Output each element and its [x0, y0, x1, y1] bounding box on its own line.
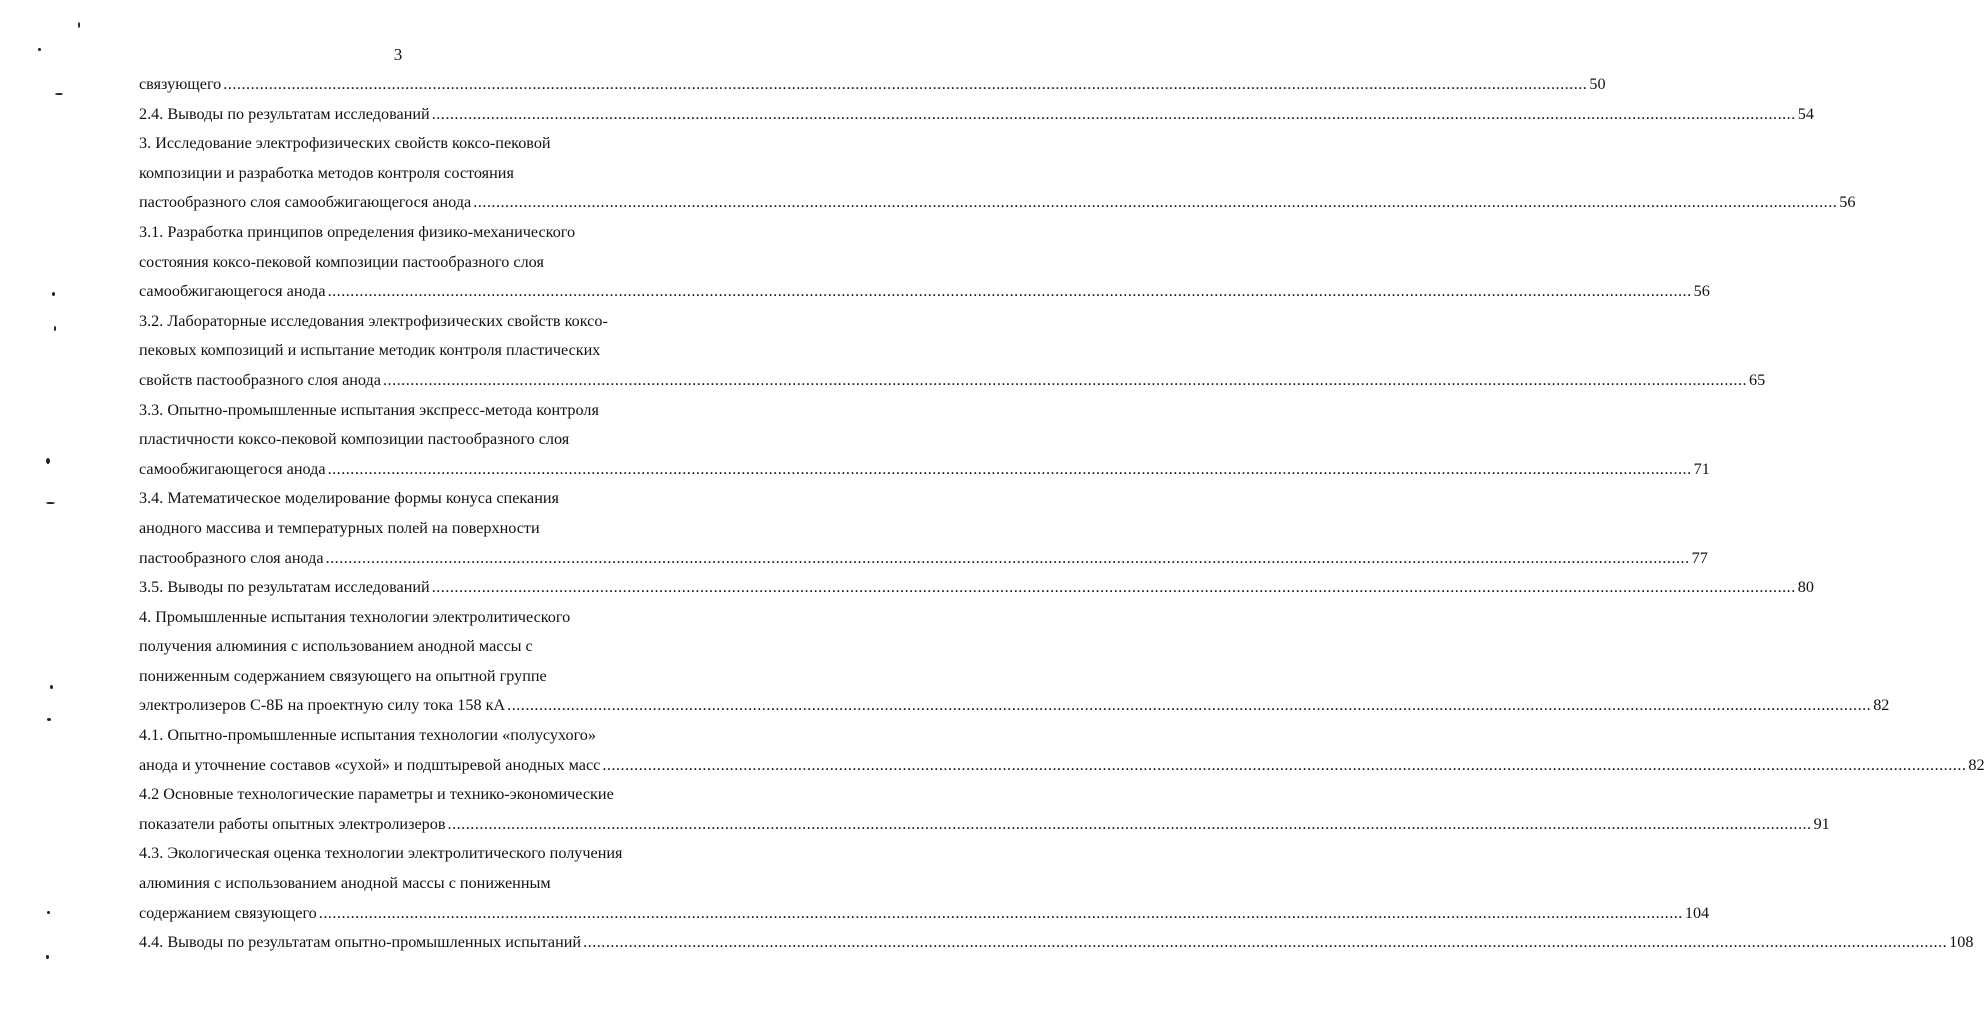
toc-entry-line	[139, 839, 711, 869]
dot-leader: ............................................................................................................................................................................................................................................................................................................	[507, 696, 1872, 715]
toc-entry-line	[139, 218, 711, 248]
toc-page-number: 80	[1797, 578, 1814, 597]
toc-entry-text: свойств пастообразного слоя анода	[139, 370, 381, 389]
toc-entry-last-line	[139, 70, 1606, 100]
toc-entry-last-line	[139, 751, 1985, 781]
toc-entry-text: 3.2. Лабораторные исследования электрофизических свойств коксо-	[139, 311, 608, 330]
toc-page-number: 56	[1693, 282, 1710, 301]
toc-entry-text: показатели работы опытных электролизеров	[139, 814, 446, 833]
toc-entry-text: 4.2 Основные технологические параметры и технико-экономические	[139, 785, 614, 804]
toc-page-number: 54	[1797, 104, 1814, 123]
toc-entry-line	[139, 484, 711, 514]
toc-entry-text: 3.4. Математическое моделирование формы конуса спекания	[139, 489, 559, 508]
scan-speck	[50, 685, 53, 689]
dot-leader: ............................................................................................................................................................................................................................................................................................................	[223, 75, 1588, 93]
toc-entry-text: анодного массива и температурных полей на поверхности	[139, 518, 540, 537]
dot-leader: ............................................................................................................................................................................................................................................................................................................	[431, 578, 1796, 597]
toc-entry	[139, 129, 1856, 218]
dot-leader: ............................................................................................................................................................................................................................................................................................................	[602, 755, 1967, 774]
toc-entry-text: анода и уточнение составов «сухой» и подштыревой анодных масс	[139, 755, 601, 774]
toc-entry	[139, 573, 1814, 603]
dot-leader: ............................................................................................................................................................................................................................................................................................................	[325, 548, 1690, 567]
scan-speck	[38, 48, 41, 51]
dot-leader: ............................................................................................................................................................................................................................................................................................................	[447, 814, 1812, 833]
toc-entry-last-line	[139, 544, 1708, 574]
toc-entry-last-line	[139, 188, 1856, 218]
toc-entry-text: 3.5. Выводы по результатам исследований	[139, 578, 430, 597]
toc-entry	[139, 928, 1974, 958]
toc-entry-text: самообжигающегося анода	[139, 459, 326, 478]
toc-entry-line	[139, 780, 711, 810]
toc-entry-last-line	[139, 899, 1710, 929]
toc-entry-line	[139, 159, 711, 189]
toc-entry	[139, 484, 1708, 573]
dot-leader: ............................................................................................................................................................................................................................................................................................................	[327, 459, 1692, 478]
toc-page-number: 56	[1839, 193, 1856, 212]
toc-entry-line	[139, 632, 711, 662]
toc-page-number: 91	[1813, 814, 1830, 833]
toc-entry-text: 3. Исследование электрофизических свойств коксо-пековой	[139, 134, 551, 153]
toc-entry-line	[139, 248, 711, 278]
toc-entry	[139, 780, 1830, 839]
toc-page-number: 108	[1949, 933, 1974, 952]
scan-speck	[46, 955, 49, 959]
toc-entry-text: электролизеров С-8Б на проектную силу тока 158 кА	[139, 696, 506, 715]
toc-entry-text: самообжигающегося анода	[139, 282, 326, 301]
toc-entry	[139, 70, 1606, 100]
toc-entry-text: 3.3. Опытно-промышленные испытания экспресс-метода контроля	[139, 400, 599, 419]
scan-speck	[78, 22, 80, 28]
toc-entry-text: 4.3. Экологическая оценка технологии электролитического получения	[139, 844, 623, 863]
toc-entry-last-line	[139, 691, 1890, 721]
dot-leader: ............................................................................................................................................................................................................................................................................................................	[327, 282, 1692, 301]
table-of-contents	[139, 70, 1985, 958]
toc-page-number: 104	[1684, 903, 1710, 922]
toc-entry	[139, 396, 1710, 485]
toc-entry-last-line	[139, 573, 1814, 603]
scan-speck	[47, 718, 51, 721]
toc-entry-text: композиции и разработка методов контроля состояния	[139, 163, 514, 182]
toc-entry-line	[139, 662, 711, 692]
toc-entry-line	[139, 336, 711, 366]
dot-leader: ............................................................................................................................................................................................................................................................................................................	[583, 933, 1948, 952]
toc-page-number: 71	[1693, 459, 1710, 478]
toc-entry-text: пониженным содержанием связующего на опытной группе	[139, 666, 547, 685]
toc-entry-text: 4. Промышленные испытания технологии электролитического	[139, 607, 571, 626]
toc-entry-text: 3.1. Разработка принципов определения физико-механического	[139, 222, 576, 241]
toc-entry-text: 4.1. Опытно-промышленные испытания технологии «полусухого»	[139, 726, 596, 745]
toc-entry-line	[139, 396, 711, 426]
dot-leader: ............................................................................................................................................................................................................................................................................................................	[431, 104, 1796, 123]
toc-entry-line	[139, 721, 711, 751]
toc-entry-last-line	[139, 455, 1710, 485]
toc-entry-text: получения алюминия с использованием анодной массы с	[139, 637, 533, 656]
toc-entry-text: состояния коксо-пековой композиции пастообразного слоя	[139, 252, 544, 271]
toc-entry	[139, 218, 1710, 307]
toc-entry-line	[139, 869, 711, 899]
toc-entry-text: связующего	[139, 75, 222, 93]
dot-leader: ............................................................................................................................................................................................................................................................................................................	[382, 370, 1748, 389]
toc-page-number: 82	[1968, 755, 1985, 774]
toc-entry-last-line	[139, 100, 1814, 130]
toc-entry-text: пластичности коксо-пековой композиции пастообразного слоя	[139, 430, 570, 449]
scan-speck	[46, 502, 55, 504]
toc-entry-last-line	[139, 366, 1766, 396]
toc-entry-line	[139, 514, 711, 544]
toc-page-number: 50	[1589, 75, 1606, 93]
scan-speck	[46, 458, 50, 464]
toc-entry-text: содержанием связующего	[139, 903, 317, 922]
toc-entry-last-line	[139, 810, 1830, 840]
page-number: 3	[393, 45, 403, 64]
toc-entry-line	[139, 603, 711, 633]
scan-speck	[55, 93, 63, 95]
toc-entry	[139, 603, 1890, 721]
toc-entry-text: алюминия с использованием анодной массы с пониженным	[139, 874, 551, 893]
toc-entry-text: пастообразного слоя самообжигающегося анода	[139, 193, 472, 212]
toc-entry	[139, 100, 1814, 130]
toc-entry-last-line	[139, 928, 1974, 958]
scan-speck	[52, 292, 55, 296]
toc-page-number: 82	[1873, 696, 1890, 715]
toc-entry-line	[139, 129, 711, 159]
toc-entry-text: 2.4. Выводы по результатам исследований	[139, 104, 430, 123]
toc-entry	[139, 721, 1985, 780]
toc-entry-text: пастообразного слоя анода	[139, 548, 324, 567]
scan-speck	[47, 911, 50, 914]
toc-page-number: 77	[1691, 548, 1708, 567]
toc-page-number: 65	[1749, 370, 1766, 389]
toc-entry-text: 4.4. Выводы по результатам опытно-промышленных испытаний	[139, 933, 582, 952]
scan-speck	[54, 326, 56, 331]
toc-entry	[139, 307, 1766, 396]
toc-entry-last-line	[139, 277, 1710, 307]
toc-entry-line	[139, 425, 711, 455]
dot-leader: ............................................................................................................................................................................................................................................................................................................	[473, 193, 1838, 212]
toc-entry-text: пековых композиций и испытание методик контроля пластических	[139, 341, 601, 360]
dot-leader: ............................................................................................................................................................................................................................................................................................................	[318, 903, 1683, 922]
toc-entry-line	[139, 307, 711, 337]
toc-entry	[139, 839, 1710, 928]
